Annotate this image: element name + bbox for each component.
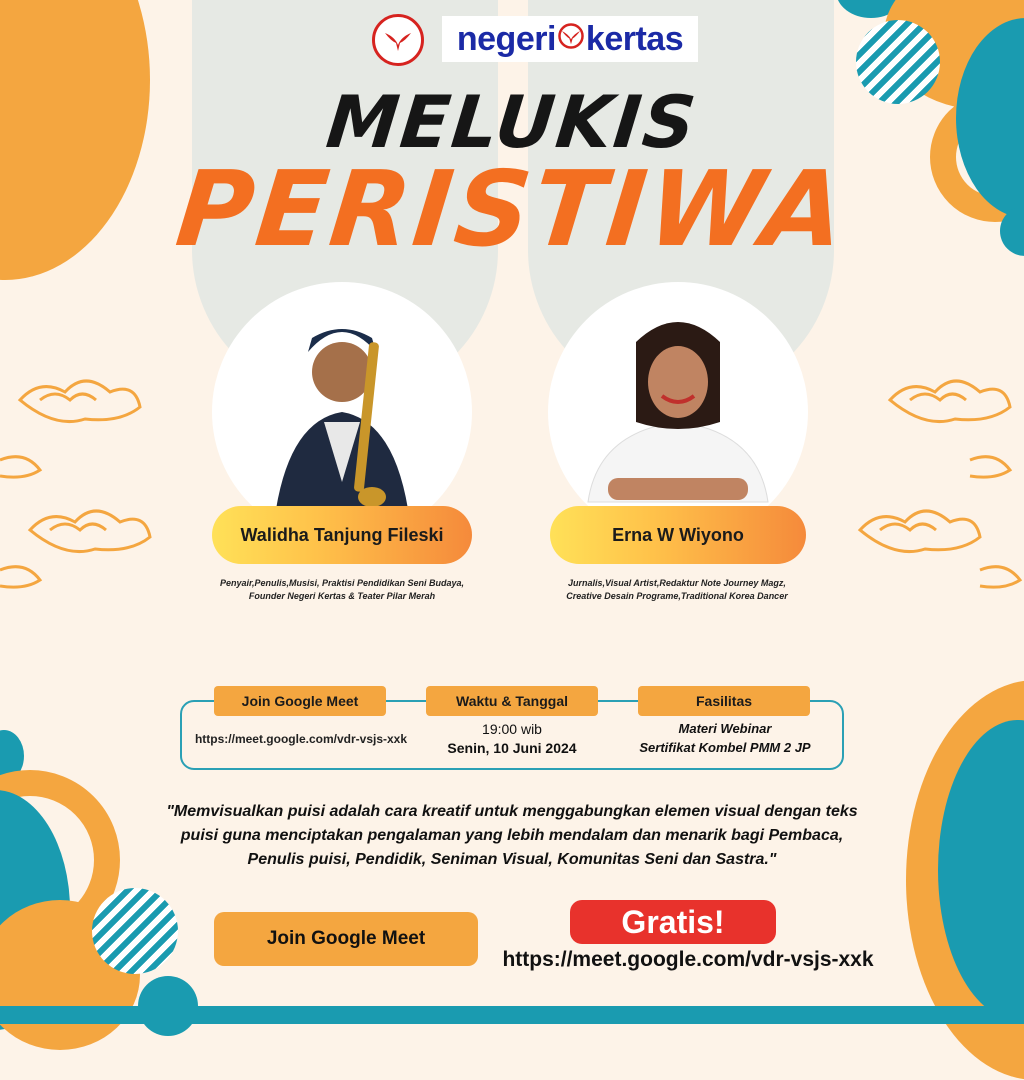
brand-right: kertas xyxy=(585,19,684,58)
musician-with-saxophone-illustration xyxy=(212,282,472,542)
woman-smiling-illustration xyxy=(548,282,808,542)
event-date: Senin, 10 Juni 2024 xyxy=(447,740,577,756)
title-line-2: PERISTIWA xyxy=(171,148,853,270)
negeri-kertas-wordmark xyxy=(442,16,698,62)
event-quote xyxy=(140,800,884,872)
speaker-1-role-line-2: Founder Negeri Kertas & Teater Pilar Merah xyxy=(248,591,436,601)
speaker-2-name-badge xyxy=(550,506,806,564)
facility-item-2: Sertifikat Kombel PMM 2 JP xyxy=(639,740,811,755)
quote-line-3: Penulis puisi, Pendidik, Seniman Visual, Komunitas Seni dan Sastra." xyxy=(247,851,777,868)
meet-label-tag: Join Google Meet xyxy=(214,686,386,716)
speaker-2-role-line-1: Jurnalis,Visual Artist,Redaktur Note Journey Magz, xyxy=(568,578,786,588)
facility-label-tag: Fasilitas xyxy=(638,686,810,716)
quote-line-2: puisi guna menciptakan pengalaman yang lebih mendalam dan menarik bagi Pembaca, xyxy=(180,827,844,844)
cloud-ornament-left xyxy=(0,360,170,600)
speaker-1-name-badge xyxy=(212,506,472,564)
join-google-meet-button[interactable]: Join Google Meet xyxy=(214,912,478,966)
speaker-1-photo xyxy=(212,282,472,542)
title-line-1: MELUKIS xyxy=(322,80,702,164)
speaker-1-role-line-1: Penyair,Penulis,Musisi, Praktisi Pendidikan Seni Budaya, xyxy=(219,578,465,588)
speaker-2-name: Erna W Wiyono xyxy=(612,524,744,545)
bird-mark-icon xyxy=(557,20,585,59)
speaker-2-role xyxy=(510,577,844,603)
meet-url-link[interactable]: https://meet.google.com/vdr-vsjs-xxk xyxy=(502,948,874,971)
bird-icon xyxy=(381,23,415,57)
striped-circle-bottom-left xyxy=(92,888,178,974)
facility-item-1: Materi Webinar xyxy=(678,721,772,736)
cloud-ornament-right xyxy=(850,360,1024,600)
negeri-kertas-bird-logo xyxy=(372,14,424,66)
bottom-teal-bar xyxy=(0,1006,1024,1024)
event-time: 19:00 wib xyxy=(482,721,542,737)
speaker-2-role-line-2: Creative Desain Programe,Traditional Korea Dancer xyxy=(566,591,788,601)
quote-line-1: "Memvisualkan puisi adalah cara kreatif untuk menggabungkan elemen visual dengan teks xyxy=(166,803,858,820)
time-label-tag: Waktu & Tanggal xyxy=(426,686,598,716)
brand-left: negeri xyxy=(456,19,556,58)
speaker-2-photo xyxy=(548,282,808,542)
gratis-badge: Gratis! xyxy=(570,900,776,944)
speaker-1-role xyxy=(170,577,514,603)
speaker-1-name: Walidha Tanjung Fileski xyxy=(240,524,444,545)
meet-url-text[interactable]: https://meet.google.com/vdr-vsjs-xxk xyxy=(194,732,408,746)
